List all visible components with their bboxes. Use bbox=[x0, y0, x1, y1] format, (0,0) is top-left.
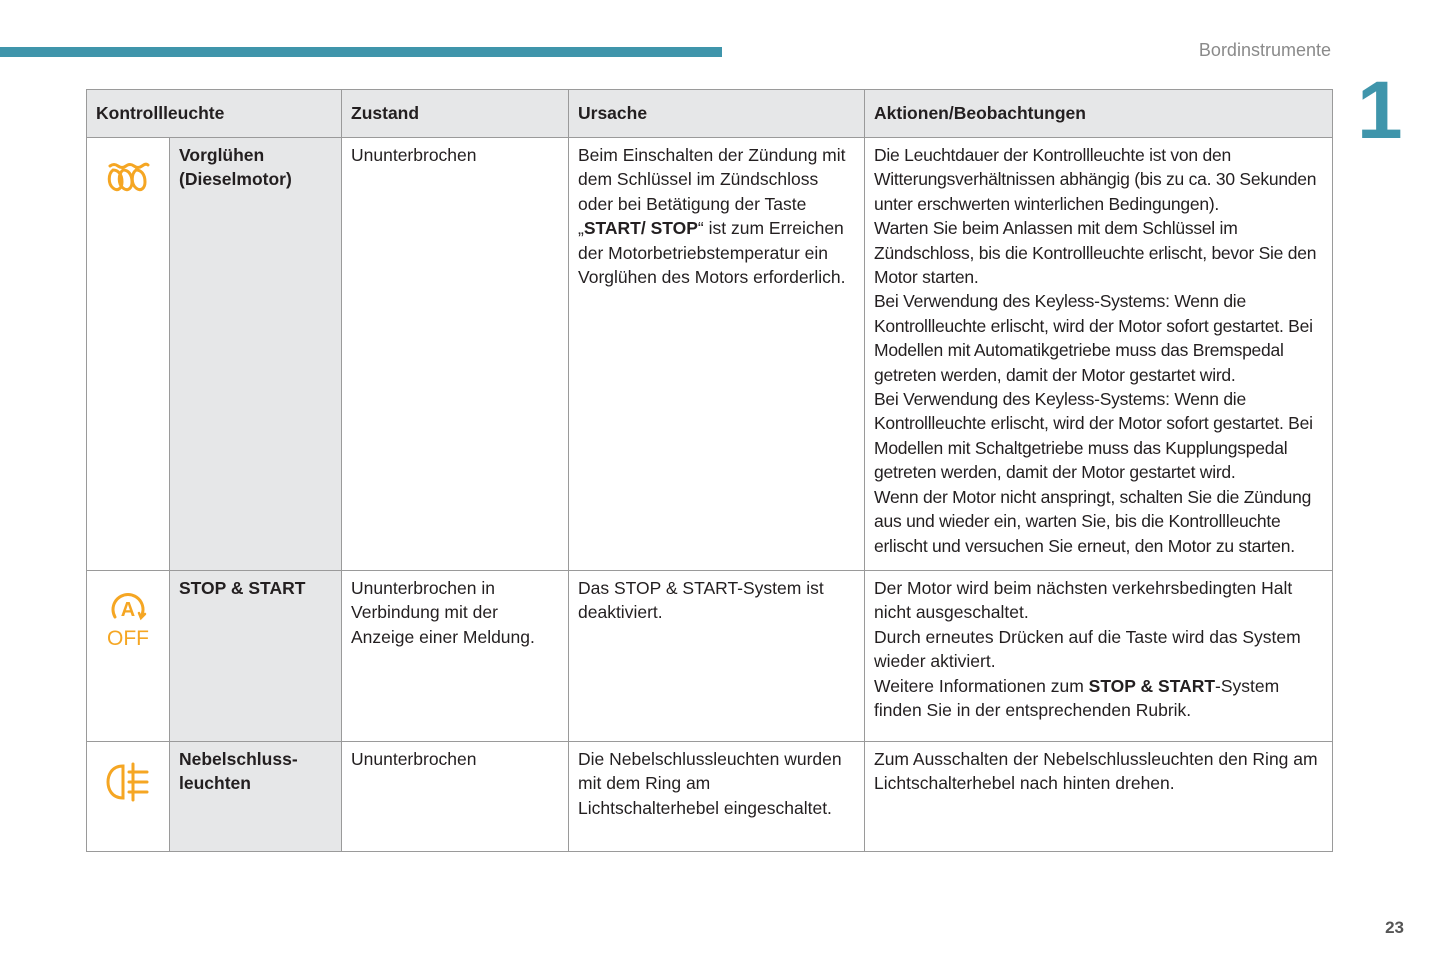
state-cell: Ununterbrochen in Verbindung mit der Anzeige einer Meldung. bbox=[342, 571, 569, 742]
warning-light-name: Vorglühen (Dieselmotor) bbox=[170, 138, 342, 571]
rear-fog-light-icon bbox=[105, 762, 151, 802]
column-header-aktionen: Aktionen/Beobachtungen bbox=[865, 90, 1333, 138]
icon-cell bbox=[87, 138, 170, 571]
cause-cell: Die Nebelschlussleuchten wurden mit dem Ring am Lichtschalterhebel eingeschaltet. bbox=[569, 742, 865, 852]
warning-light-name: Nebelschluss-leuchten bbox=[170, 742, 342, 852]
stop-start-off-icon bbox=[103, 589, 153, 651]
table-row bbox=[87, 138, 1333, 571]
state-cell: Ununterbrochen bbox=[342, 138, 569, 571]
column-header-ursache: Ursache bbox=[569, 90, 865, 138]
actions-cell: Zum Ausschalten der Nebelschlussleuchten den Ring am Lichtschalterhebel nach hinten drehen. bbox=[865, 742, 1333, 852]
icon-cell bbox=[87, 571, 170, 742]
warning-lights-table bbox=[86, 89, 1333, 852]
cause-cell: Beim Einschalten der Zündung mit dem Schlüssel im Zündschloss oder bei Betätigung der Taste „START/ STOP“ ist zum Erreichen der Motorbetriebstemperatur ein Vorglühen des Motors erforderlich. bbox=[569, 138, 865, 571]
glow-plug-icon bbox=[106, 160, 150, 196]
state-cell: Ununterbrochen bbox=[342, 742, 569, 852]
action-paragraph: Die Leuchtdauer der Kontrollleuchte ist von den Witterungsverhältnissen abhängig (bis zu ca. 30 Sekunden unter erschwerten winterlichen Bedingungen). bbox=[874, 145, 1317, 214]
page-number: 23 bbox=[1385, 918, 1404, 937]
actions-cell bbox=[865, 571, 1333, 742]
action-paragraph: Wenn der Motor nicht anspringt, schalten Sie die Zündung aus und wieder ein, warten Sie, bis die Kontrollleuchte erlischt und versuchen Sie erneut, den Motor zu starten. bbox=[874, 486, 1312, 556]
action-paragraph: Durch erneutes Drücken auf die Taste wird das System wieder aktiviert. bbox=[874, 626, 1301, 672]
chapter-number: 1 bbox=[1357, 65, 1403, 156]
action-paragraph: Der Motor wird beim nächsten verkehrsbedingten Halt nicht ausgeschaltet. bbox=[874, 578, 1293, 623]
actions-cell bbox=[865, 138, 1333, 571]
svg-text:OFF: OFF bbox=[107, 627, 149, 650]
svg-text:A: A bbox=[120, 599, 136, 621]
column-header-zustand: Zustand bbox=[342, 90, 569, 138]
action-paragraph: Bei Verwendung des Keyless-Systems: Wenn die Kontrollleuchte erlischt, wird der Motor sofort gestartet. Bei Modellen mit Automatikgetriebe muss das Bremspedal getreten werden, damit der Motor gestartet wird. bbox=[874, 291, 1313, 385]
warning-light-name: STOP & START bbox=[170, 571, 342, 742]
table-row bbox=[87, 742, 1333, 852]
column-header-kontrollleuchte: Kontrollleuchte bbox=[87, 90, 342, 138]
action-paragraph: Weitere Informationen zum STOP & START-System finden Sie in der entsprechenden Rubrik. bbox=[874, 675, 1280, 721]
section-title: Bordinstrumente bbox=[1198, 40, 1331, 60]
action-paragraph: Bei Verwendung des Keyless-Systems: Wenn die Kontrollleuchte erlischt, wird der Motor sofort gestartet. Bei Modellen mit Schaltgetriebe muss das Kupplungspedal getreten werden, damit der Motor gestartet wird. bbox=[874, 389, 1313, 483]
table-row bbox=[87, 571, 1333, 742]
cause-cell: Das STOP & START-System ist deaktiviert. bbox=[569, 571, 865, 742]
table-header-row bbox=[87, 90, 1333, 138]
header-accent-bar bbox=[0, 47, 722, 57]
icon-cell bbox=[87, 742, 170, 852]
action-paragraph: Warten Sie beim Anlassen mit dem Schlüssel im Zündschloss, bis die Kontrollleuchte erlischt, bevor Sie den Motor starten. bbox=[874, 218, 1317, 288]
